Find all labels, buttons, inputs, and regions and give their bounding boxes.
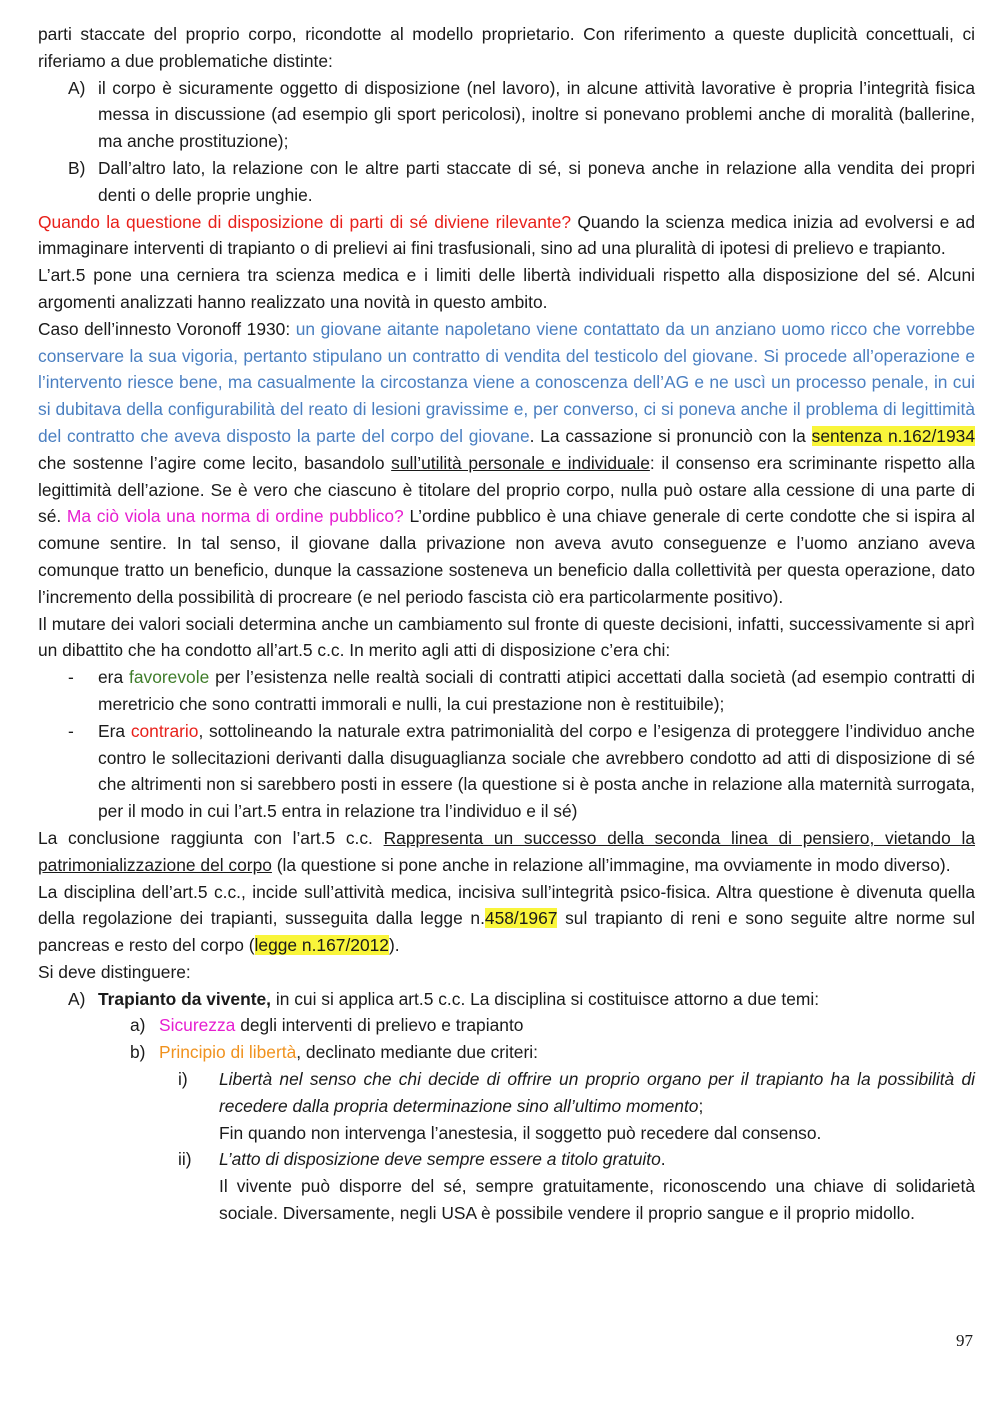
- paragraph-text: che sostenne l’agire come lecito, basandolo: [38, 452, 392, 473]
- dash-text: [98, 718, 975, 825]
- italic-text: Libertà nel senso che chi decide di offrire un proprio organo per il trapianto ha la possibilità di recedere dalla propria determinazione sino all’ultimo momento: [219, 1069, 975, 1116]
- list-item-sicurezza: [38, 1012, 975, 1039]
- text-segment: per l’esistenza nelle realtà sociali di contratti atipici accettati dalla società (ad esempio contratti di meretricio che sono contratti immorali e nulli, la cui prestazione non è restituibile);: [98, 667, 976, 714]
- text-segment: Era: [98, 720, 131, 741]
- question-ordine-pubblico: Ma ciò viola una norma di ordine pubblico?: [66, 506, 404, 527]
- keyword-liberta: Principio di libertà: [159, 1042, 297, 1063]
- question-text: Quando la questione di disposizione di parti di sé diviene rilevante?: [38, 211, 572, 232]
- list-marker: a): [130, 1015, 146, 1036]
- case-title: Caso dell’innesto Voronoff 1930:: [38, 318, 296, 339]
- keyword-contrario: contrario: [130, 720, 199, 741]
- text-segment: , declinato mediante due criteri:: [296, 1042, 538, 1063]
- text-segment: in cui si applica art.5 c.c. La disciplina si costituisce attorno a due temi:: [271, 988, 820, 1009]
- paragraph-text: : il consenso era scriminante rispetto alla legittimità dell’azione. Se è vero che ciascuno è titolare del proprio corpo, nulla può ostare alla cessione di una parte di sé.: [38, 452, 975, 527]
- roman-continuation: Il vivente può disporre del sé, sempre gratuitamente, riconoscendo una chiave di solidarietà sociale. Diversamente, negli USA è possibile vendere il proprio sangue e il proprio midollo.: [219, 1176, 975, 1224]
- roman-marker: ii): [178, 1149, 192, 1170]
- paragraph-intro: parti staccate del proprio corpo, ricondotte al modello proprietario. Con riferimento a queste duplicità concettuali, ci riferiamo a due problematiche distinte:: [38, 24, 975, 71]
- keyword-sicurezza: Sicurezza: [159, 1015, 236, 1036]
- case-description: un giovane aitante napoletano viene contattato da un anziano uomo ricco che vorrebbe conservare la sua vigoria, pertanto stipulano un contratto di vendita del testicolo del giovane. Si procede all’operazione e l’intervento riesce bene, ma casualmente la circostanza viene a conoscenza dell’AG e ne uscì un processo penale, in cui si dubitava della configurabilità del reato di lesioni gravissime e, per converso, ci si poneva anche il problema di legittimità del contratto che aveva disposto la parte del corpo del giovane: [38, 318, 975, 446]
- list-marker: A): [68, 77, 86, 98]
- list-item-liberta: [38, 1039, 975, 1066]
- list-marker: A): [68, 988, 86, 1009]
- text-segment: degli interventi di prelievo e trapianto: [235, 1015, 524, 1036]
- roman-marker: i): [178, 1069, 188, 1090]
- highlight-sentenza: sentenza n.162/1934: [811, 425, 975, 446]
- paragraph-mutare: Il mutare dei valori sociali determina anche un cambiamento sul fronte di queste decisioni, infatti, successivamente si aprì un dibattito che ha condotto all’art.5 c.c. In merito agli atti di disposizione c’era chi:: [38, 613, 975, 661]
- dash-item-contrario: [38, 718, 975, 825]
- paragraph-disciplina: [38, 879, 975, 959]
- paragraph-text: La conclusione raggiunta con l’art.5 c.c.: [38, 827, 384, 848]
- roman-continuation: Fin quando non intervenga l’anestesia, il soggetto può recedere dal consenso.: [219, 1122, 822, 1143]
- paragraph-text: Quando la scienza medica inizia ad evolversi e ad immaginare interventi di trapianto o di prelievi ai fini trasfusionali, sino ad una pluralità di ipotesi di prelievo e trapianto.: [38, 211, 976, 259]
- keyword-favorevole: favorevole: [129, 667, 210, 688]
- roman-text: [219, 1146, 975, 1173]
- list-item-a: [38, 75, 975, 155]
- list-marker: B): [68, 157, 86, 178]
- paragraph-text: . La cassazione si pronunciò con la: [529, 425, 812, 446]
- underlined-text: Rappresenta un successo della seconda linea di pensiero, vietando la patrimonializzazione del corpo: [38, 827, 975, 875]
- paragraph-text: sul trapianto di reni e sono seguite altre norme sul pancreas e resto del corpo (: [38, 908, 975, 956]
- list-text: [159, 1012, 975, 1039]
- page-number: 97: [956, 1331, 973, 1350]
- text-segment: .: [660, 1149, 666, 1170]
- list-text: [159, 1039, 975, 1066]
- paragraph-text: ).: [388, 935, 400, 956]
- document-page: [38, 21, 975, 1227]
- text-segment: , sottolineando la naturale extra patrimonialità del corpo e l’esigenza di proteggere l’individuo anche contro le sollecitazioni derivanti dalla disuguaglianza sociale che avrebbero condotto ad atti di disposizione di sé che altrimenti non si sarebbero posti in essere (la questione si è posta anche in relazione alla maternità surrogata, per il modo in cui l’art.5 entra in relazione tra l’individuo e il sé): [98, 720, 975, 822]
- highlight-legge-458: 458/1967: [484, 908, 558, 929]
- paragraph-conclusione: [38, 825, 975, 879]
- highlight-legge-167: legge n.167/2012: [254, 935, 389, 956]
- text-segment: ;: [698, 1095, 704, 1116]
- dash-marker: -: [68, 720, 74, 741]
- dash-marker: -: [68, 667, 74, 688]
- list-item-b: [38, 155, 975, 209]
- paragraph-voronoff: [38, 316, 975, 611]
- list-text: il corpo è sicuramente oggetto di disposizione (nel lavoro), in alcune attività lavorative è propria l’integrità fisica messa in discussione (ad esempio gli sport pericolosi), inoltre si ponevano problemi anche di moralità (ballerine, ma anche prostituzione);: [98, 77, 975, 152]
- paragraph-distinguere: Si deve distinguere:: [38, 961, 191, 982]
- list-item-trapianto-vivente: [38, 986, 975, 1013]
- italic-text: L’atto di disposizione deve sempre essere a titolo gratuito: [219, 1149, 661, 1170]
- roman-text: [219, 1066, 975, 1120]
- paragraph-text: L’ordine pubblico è una chiave generale di certe condotte che si ispira al comune sentire. In tal senso, il giovane dalla privazione non aveva avuto conseguenze e l’uomo anziano aveva comunque tratto un beneficio, dunque la cassazione sosteneva un beneficio dalla collettività per questa operazione, dato l’incremento della possibilità di procreare (e nel periodo fascista ciò era particolarmente positivo).: [38, 506, 975, 607]
- roman-item-i: [38, 1066, 975, 1120]
- list-text: [98, 986, 975, 1013]
- paragraph-text: (la questione si pone anche in relazione all’immagine, ma ovviamente in modo diverso).: [271, 854, 951, 875]
- paragraph-text: La disciplina dell’art.5 c.c., incide sull’attività medica, incisiva sull’integrità psico-fisica. Altra questione è divenuta quella della regolazione dei trapianti, susseguita dalla legge n.: [38, 881, 975, 929]
- dash-item-favorevole: [38, 664, 975, 718]
- dash-text: [98, 664, 975, 718]
- paragraph-art5: L’art.5 pone una cerniera tra scienza medica e i limiti delle libertà individuali rispetto alla disposizione del sé. Alcuni argomenti analizzati hanno realizzato una novità in questo ambito.: [38, 265, 975, 312]
- roman-item-ii: [38, 1146, 975, 1173]
- paragraph-question: [38, 209, 975, 263]
- bold-heading: Trapianto da vivente,: [98, 988, 271, 1009]
- underlined-text: sull’utilità personale e individuale: [391, 452, 650, 473]
- list-marker: b): [130, 1042, 146, 1063]
- text-segment: era: [98, 667, 130, 688]
- list-text: Dall’altro lato, la relazione con le altre parti staccate di sé, si poneva anche in relazione alla vendita dei propri denti o delle proprie unghie.: [98, 157, 975, 205]
